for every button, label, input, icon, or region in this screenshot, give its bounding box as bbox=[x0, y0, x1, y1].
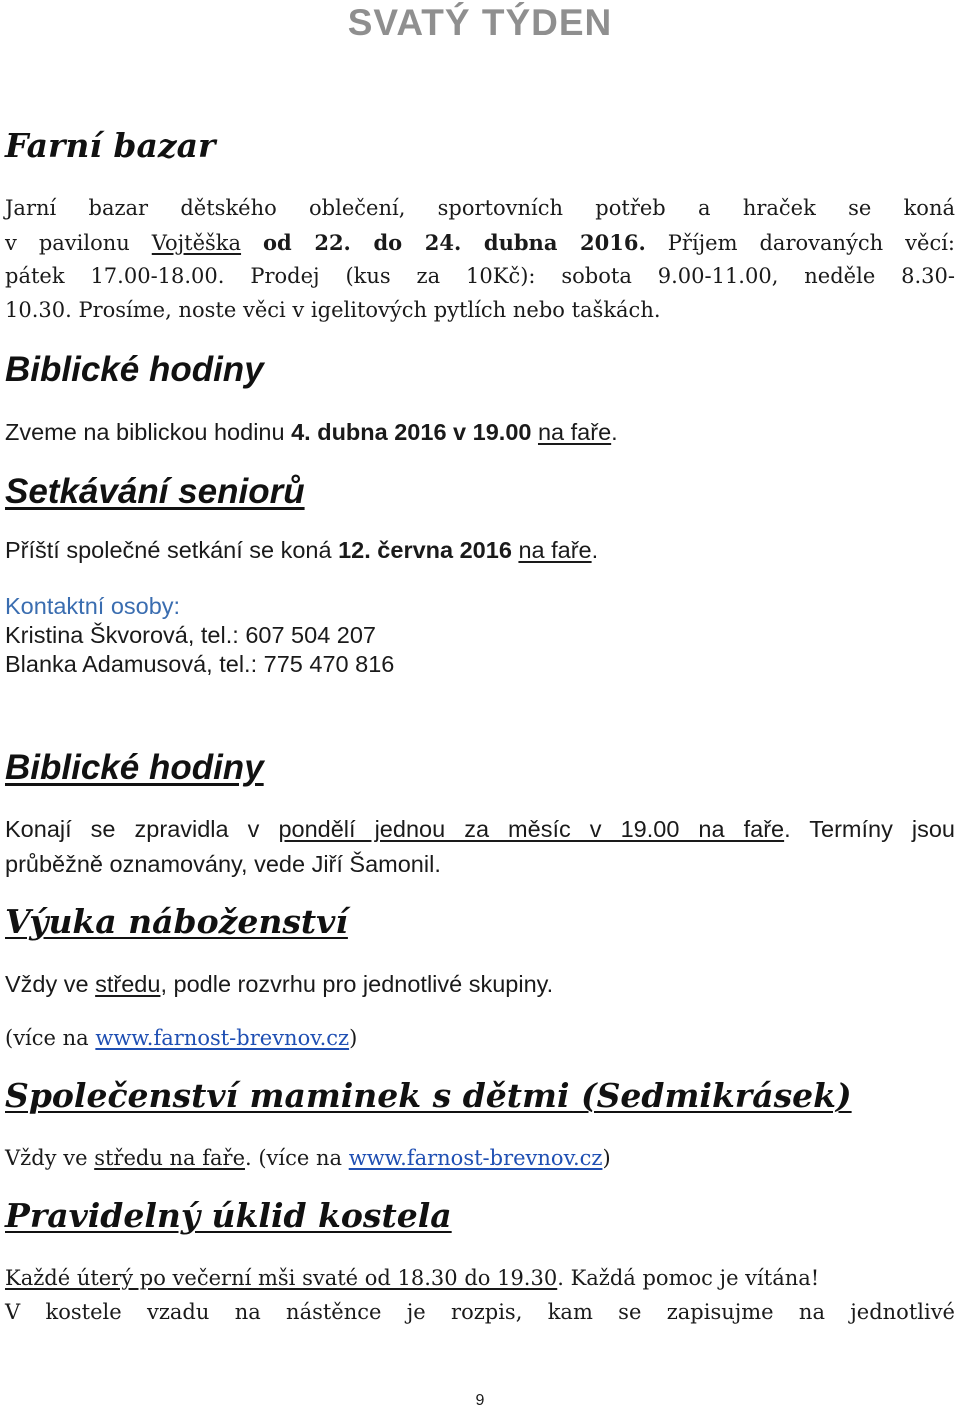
vyuka-line-1 bbox=[5, 968, 553, 1001]
heading-biblicke-hodiny-1: Biblické hodiny bbox=[5, 350, 264, 389]
bazar-line-1: Jarní bazar dětského oblečení, sportovních potřeb a hraček se koná bbox=[5, 196, 955, 220]
farnost-link-1[interactable]: www.farnost-brevnov.cz bbox=[95, 1026, 350, 1050]
maminky-line bbox=[5, 1142, 611, 1175]
heading-spolecenstvi-maminek: Společenství maminek s dětmi (Sedmikrásek) bbox=[5, 1076, 852, 1115]
biblicke1-date: 4. dubna 2016 v 19.00 bbox=[291, 419, 532, 445]
bazar-line-2-a: v pavilonu bbox=[5, 231, 152, 255]
uklid-line-2: V kostele vzadu na nástěnce je rozpis, kam se zapisujme na jednotlivé bbox=[5, 1300, 955, 1324]
heading-setkavani-senioru: Setkávání seniorů bbox=[5, 472, 305, 511]
biblicke1-text-a: Zveme na biblickou hodinu bbox=[5, 419, 292, 445]
heading-biblicke-hodiny-2: Biblické hodiny bbox=[5, 748, 264, 787]
maminky-line-c: ) bbox=[602, 1146, 611, 1170]
seniori-text bbox=[5, 534, 598, 567]
maminky-streda-na-fare: středu na faře bbox=[94, 1146, 245, 1170]
seniori-text-a: Příští společné setkání se koná bbox=[5, 537, 339, 563]
bazar-line-2-space bbox=[241, 231, 263, 255]
biblicke2-line-1 bbox=[5, 813, 955, 846]
bazar-line-2-c: Příjem darovaných věcí: bbox=[645, 231, 955, 255]
vojteska-link[interactable]: Vojtěška bbox=[151, 231, 242, 255]
heading-vyuka-nabozenstvi: Výuka náboženství bbox=[5, 902, 348, 941]
biblicke1-text bbox=[5, 416, 618, 449]
contact-2: Blanka Adamusová, tel.: 775 470 816 bbox=[5, 651, 395, 677]
biblicke2-line-2: průběžně oznamovány, vede Jiří Šamonil. bbox=[5, 851, 441, 877]
bazar-line-4: 10.30. Prosíme, noste věci v igelitových pytlích nebo taškách. bbox=[5, 298, 661, 322]
biblicke2-line-1-a: Konají se zpravidla v bbox=[5, 816, 279, 842]
seniori-na-fare: na faře bbox=[518, 537, 592, 563]
biblicke1-na-fare: na faře bbox=[537, 419, 612, 445]
farnost-link-2[interactable]: www.farnost-brevnov.cz bbox=[348, 1146, 603, 1170]
uklid-schedule: Každé úterý po večerní mši svaté od 18.30 do 19.30 bbox=[5, 1266, 558, 1290]
bazar-line-2 bbox=[5, 226, 955, 260]
maminky-line-a: Vždy ve bbox=[5, 1146, 95, 1170]
bazar-line-3: pátek 17.00-18.00. Prodej (kus za 10Kč): sobota 9.00-11.00, neděle 8.30- bbox=[5, 264, 955, 288]
biblicke2-line-1-b: . Termíny jsou bbox=[784, 816, 956, 842]
bazar-dates: od 22. do 24. dubna 2016. bbox=[263, 230, 646, 255]
vyuka-line-2-a: (více na bbox=[5, 1026, 96, 1050]
vyuka-line-1-b: , podle rozvrhu pro jednotlivé skupiny. bbox=[160, 971, 554, 997]
seniori-end: . bbox=[591, 537, 599, 563]
vyuka-line-2 bbox=[5, 1022, 357, 1055]
maminky-line-b: . (více na bbox=[245, 1146, 349, 1170]
vyuka-line-2-b: ) bbox=[349, 1026, 358, 1050]
seniori-date: 12. června 2016 bbox=[338, 537, 512, 563]
uklid-line-1 bbox=[5, 1262, 819, 1295]
vyuka-streda: středu bbox=[95, 971, 161, 997]
page-number: 9 bbox=[475, 1392, 485, 1409]
uklid-line-1-b: . Každá pomoc je vítána! bbox=[557, 1266, 820, 1290]
biblicke1-end: . bbox=[611, 419, 618, 445]
heading-pravidelny-uklid: Pravidelný úklid kostela bbox=[5, 1196, 452, 1235]
page-title: SVATÝ TÝDEN bbox=[347, 2, 613, 43]
heading-farni-bazar: Farní bazar bbox=[5, 126, 216, 165]
vyuka-line-1-a: Vždy ve bbox=[5, 971, 96, 997]
contacts-label: Kontaktní osoby: bbox=[5, 593, 181, 619]
biblicke2-schedule: pondělí jednou za měsíc v 19.00 na faře bbox=[278, 816, 785, 842]
contact-1: Kristina Škvorová, tel.: 607 504 207 bbox=[5, 622, 376, 648]
